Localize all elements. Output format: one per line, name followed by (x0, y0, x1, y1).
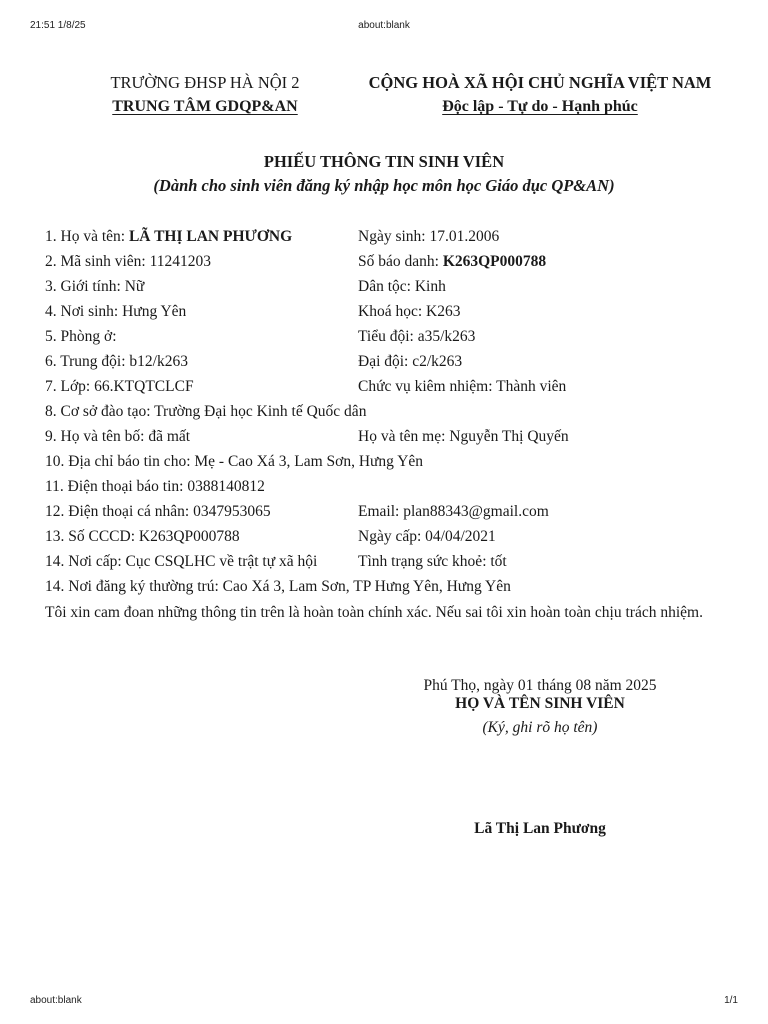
field-label: Đại đội: (358, 353, 413, 370)
field-row (45, 378, 567, 396)
field-value: Cục CSQLHC về trật tự xã hội (125, 553, 318, 570)
field-row (45, 553, 507, 571)
field-row (45, 503, 549, 521)
field-value: Kinh (414, 278, 446, 295)
field-label: 7. Lớp: (45, 378, 95, 395)
field-label: Ngày cấp: (358, 528, 426, 545)
field-row (45, 478, 265, 496)
center-name: TRUNG TÂM GDQP&AN (112, 98, 298, 115)
field-value: 17.01.2006 (429, 228, 500, 245)
field-value: c2/k263 (412, 353, 463, 370)
field-label: 8. Cơ sở đào tạo: (45, 403, 155, 420)
field-row (45, 278, 446, 296)
field-label: Chức vụ kiêm nhiệm: (358, 378, 497, 395)
print-url: about:blank (30, 995, 82, 1006)
field-label: 3. Giới tính: (45, 278, 125, 295)
print-timestamp: 21:51 1/8/25 (30, 20, 86, 31)
field-value: 66.KTQTCLCF (94, 378, 194, 395)
page-number: 1/1 (724, 995, 738, 1006)
field-label: 11. Điện thoại báo tin: (45, 478, 188, 495)
signature-name: Lã Thị Lan Phương (474, 820, 606, 837)
field-value: 0347953065 (193, 503, 271, 520)
field-label: Số báo danh: (358, 253, 443, 270)
field-label: Email: (358, 503, 404, 520)
field-value: K263QP000788 (138, 528, 240, 545)
school-name: TRƯỜNG ĐHSP HÀ NỘI 2 (110, 73, 300, 92)
field-label: Dân tộc: (358, 278, 415, 295)
field-label: 12. Điện thoại cá nhân: (45, 503, 194, 520)
field-value: K263QP000788 (442, 253, 547, 270)
field-row (45, 428, 569, 446)
field-row (45, 353, 463, 371)
field-value: Mẹ - Cao Xá 3, Lam Sơn, Hưng Yên (194, 453, 424, 470)
field-label: Tình trạng sức khoẻ: (358, 553, 491, 570)
field-value: Trường Đại học Kinh tế Quốc dân (154, 403, 367, 420)
field-row (45, 228, 500, 246)
field-row (45, 578, 511, 596)
field-label: 5. Phòng ở: (45, 328, 117, 345)
field-label: 10. Địa chỉ báo tin cho: (45, 453, 195, 470)
field-value: đã mất (148, 428, 191, 445)
signature-note: (Ký, ghi rõ họ tên) (482, 719, 598, 736)
field-value: plan88343@gmail.com (403, 503, 549, 520)
field-label: 13. Số CCCD: (45, 528, 139, 545)
field-label: Ngày sinh: (358, 228, 430, 245)
field-row (45, 328, 476, 346)
print-page-title: about:blank (358, 20, 410, 31)
field-value: Nữ (124, 278, 145, 295)
field-label: Tiểu đội: (358, 328, 418, 345)
field-label: 6. Trung đội: (45, 353, 130, 370)
field-label: 9. Họ và tên bố: (45, 428, 149, 445)
field-label: 2. Mã sinh viên: (45, 253, 150, 270)
field-value: Nguyễn Thị Quyến (449, 428, 569, 445)
field-value: 11241203 (149, 253, 212, 270)
field-value: Thành viên (496, 378, 567, 395)
field-value: Cao Xá 3, Lam Sơn, TP Hưng Yên, Hưng Yên (222, 578, 511, 595)
declaration-text: Tôi xin cam đoan những thông tin trên là hoàn toàn chính xác. Nếu sai tôi xin hoàn toàn chịu trách nhiệm. (45, 604, 703, 621)
field-label: Họ và tên mẹ: (358, 428, 450, 445)
field-value: 04/04/2021 (425, 528, 496, 545)
field-value: a35/k263 (417, 328, 476, 345)
field-row (45, 403, 366, 421)
form-subtitle: (Dành cho sinh viên đăng ký nhập học môn học Giáo dục QP&AN) (153, 176, 615, 195)
field-value: b12/k263 (129, 353, 188, 370)
signature-role: HỌ VÀ TÊN SINH VIÊN (455, 695, 625, 712)
signature-place-date: Phú Thọ, ngày 01 tháng 08 năm 2025 (423, 677, 657, 694)
field-label: 14. Nơi đăng ký thường trú: (45, 578, 223, 595)
field-value: Hưng Yên (122, 303, 187, 320)
national-title: CỘNG HOÀ XÃ HỘI CHỦ NGHĨA VIỆT NAM (368, 73, 712, 92)
field-value: tốt (490, 553, 507, 570)
field-row (45, 253, 547, 271)
field-label: 1. Họ và tên: (45, 228, 129, 245)
field-value: 0388140812 (187, 478, 265, 495)
field-value: LÃ THỊ LAN PHƯƠNG (128, 228, 293, 245)
form-title: PHIẾU THÔNG TIN SINH VIÊN (263, 152, 505, 171)
national-motto: Độc lập - Tự do - Hạnh phúc (442, 98, 638, 115)
field-label: Khoá học: (358, 303, 427, 320)
field-label: 4. Nơi sinh: (45, 303, 123, 320)
field-label: 14. Nơi cấp: (45, 553, 126, 570)
field-row (45, 453, 423, 471)
field-row (45, 528, 496, 546)
field-row (45, 303, 461, 321)
field-value: K263 (426, 303, 461, 320)
